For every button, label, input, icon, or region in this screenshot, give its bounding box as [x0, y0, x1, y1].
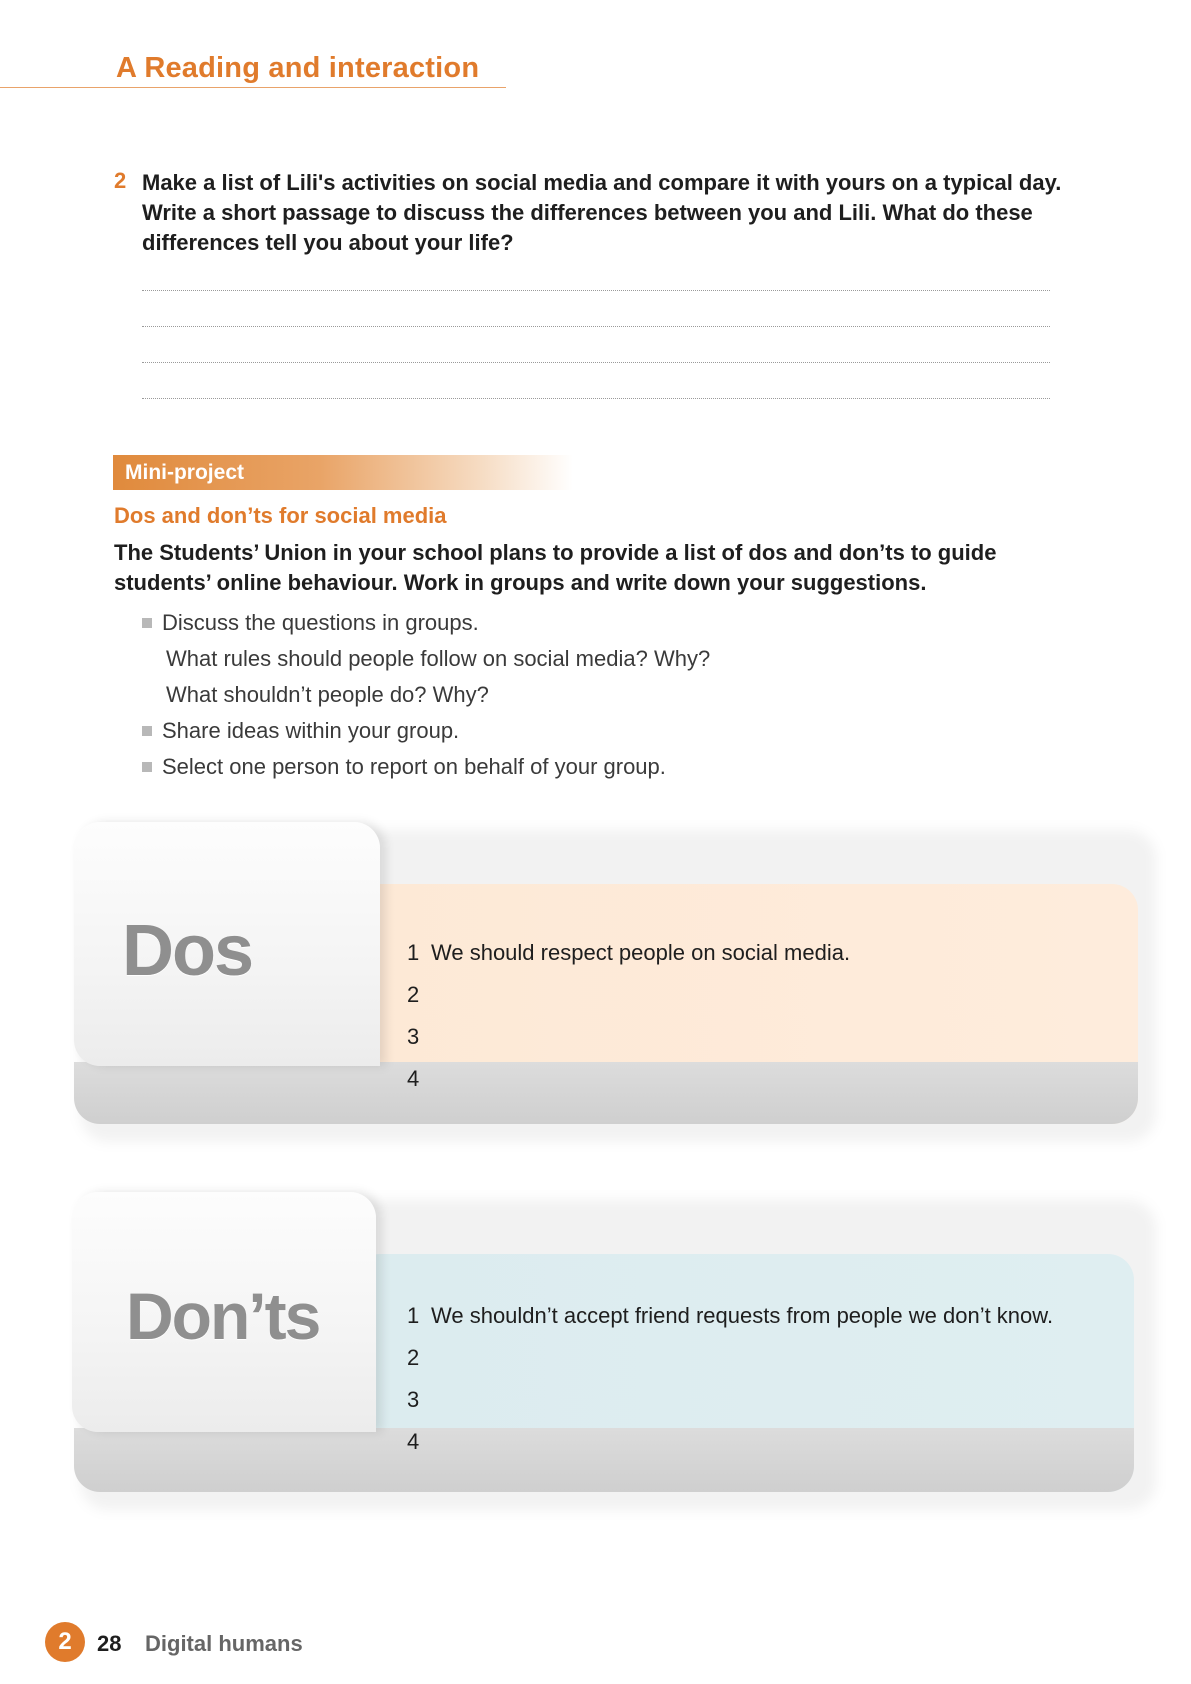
- unit-badge: 2: [45, 1622, 85, 1662]
- mini-project-tag: Mini-project: [113, 455, 573, 490]
- donts-item[interactable]: 2: [407, 1345, 420, 1370]
- unit-title: Digital humans: [145, 1631, 303, 1656]
- bullet-item: [142, 713, 1042, 749]
- question-2: [114, 168, 1074, 258]
- bullet-square-icon: [142, 618, 152, 628]
- section-rule: [0, 87, 506, 88]
- sub-question: What shouldn’t people do? Why?: [166, 682, 489, 707]
- donts-list: [407, 1295, 1053, 1463]
- donts-item[interactable]: 4: [407, 1429, 420, 1454]
- mini-project-intro: The Students’ Union in your school plans to provide a list of dos and don’ts to guide students’ online behaviour. Work in groups and write down your suggestions.: [114, 540, 997, 595]
- bullet-text: Share ideas within your group.: [162, 718, 460, 743]
- mini-project-subtitle: Dos and don’ts for social media: [114, 503, 447, 528]
- dos-list: [407, 932, 850, 1100]
- dos-card: [74, 822, 1148, 1134]
- dos-item[interactable]: 3: [407, 1024, 420, 1049]
- section-title: A Reading and interaction: [116, 52, 480, 84]
- answer-line-3[interactable]: [142, 362, 1050, 363]
- donts-card: [74, 1192, 1148, 1502]
- dos-item[interactable]: 4: [407, 1066, 420, 1091]
- question-number: 2: [114, 168, 127, 193]
- donts-item[interactable]: 3: [407, 1387, 420, 1412]
- bullet-item: [142, 605, 1042, 641]
- page-number: 28: [97, 1631, 122, 1656]
- dos-item[interactable]: 1 We should respect people on social media.: [407, 940, 851, 965]
- dos-heading: Dos: [122, 911, 253, 991]
- bullet-square-icon: [142, 726, 152, 736]
- bullet-text: Discuss the questions in groups.: [162, 610, 479, 635]
- answer-line-2[interactable]: [142, 326, 1050, 327]
- answer-line-4[interactable]: [142, 398, 1050, 399]
- dos-item[interactable]: 2: [407, 982, 420, 1007]
- bullet-item: [142, 749, 1042, 785]
- bullet-square-icon: [142, 762, 152, 772]
- task-bullet-list: [142, 605, 1042, 785]
- sub-question: What rules should people follow on social media? Why?: [166, 646, 711, 671]
- donts-heading: Don’ts: [126, 1279, 320, 1353]
- bullet-text: Select one person to report on behalf of your group.: [162, 754, 666, 779]
- donts-item[interactable]: 1 We shouldn’t accept friend requests from people we don’t know.: [407, 1303, 1054, 1328]
- answer-line-1[interactable]: [142, 290, 1050, 291]
- question-text: Make a list of Lili's activities on social media and compare it with yours on a typical day. Write a short passage to discuss the differences between you and Lili. What do these differences tell you about your life?: [142, 170, 1062, 255]
